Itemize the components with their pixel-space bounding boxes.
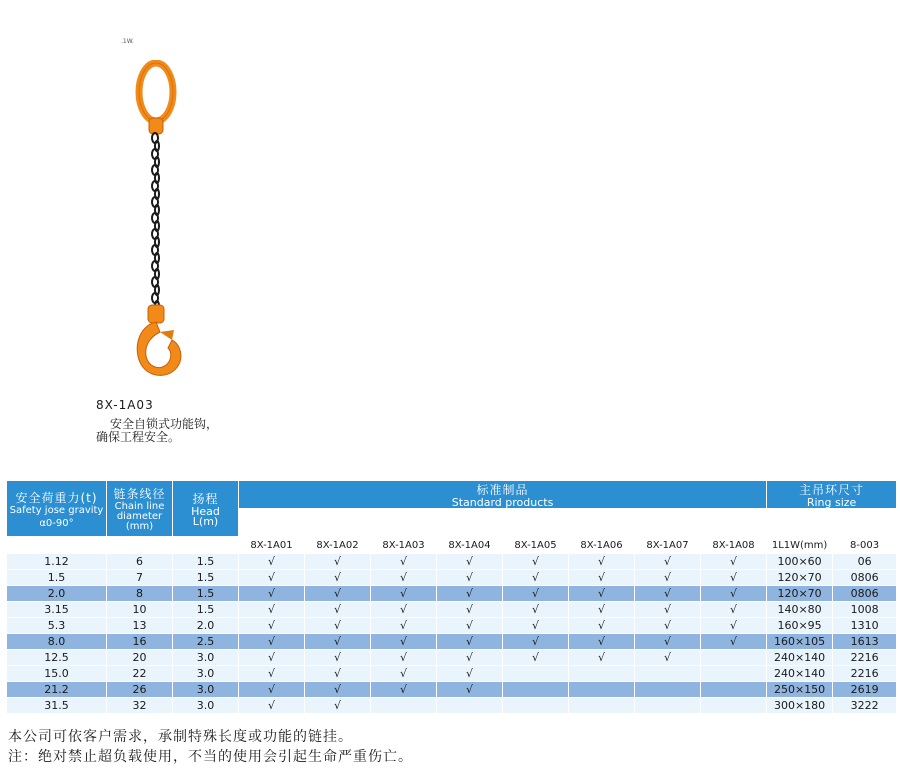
load-cell: 12.5 — [7, 650, 107, 666]
check-cell: √ — [503, 602, 569, 618]
check-cell: √ — [305, 682, 371, 698]
subheader-blank-3 — [173, 537, 239, 554]
subheader-blank-2 — [107, 537, 173, 554]
top-small-label: .1W. — [121, 38, 134, 45]
chain-diameter-cell: 7 — [107, 570, 173, 586]
product-code-header: 8X-1A08 — [701, 537, 767, 554]
table-row — [7, 570, 897, 586]
head-cell: 2.0 — [173, 618, 239, 634]
check-cell: √ — [305, 650, 371, 666]
check-cell: √ — [635, 554, 701, 570]
check-cell: √ — [371, 586, 437, 602]
check-cell — [503, 666, 569, 682]
chain-diameter-cell: 8 — [107, 586, 173, 602]
head-cell: 3.0 — [173, 650, 239, 666]
check-cell — [371, 698, 437, 714]
chain-sling-illustration — [128, 60, 188, 385]
ring-dimension-cell: 160×95 — [767, 618, 833, 634]
head-cell: 3.0 — [173, 682, 239, 698]
check-cell: √ — [305, 634, 371, 650]
ring-dimension-cell: 100×60 — [767, 554, 833, 570]
check-cell: √ — [239, 698, 305, 714]
head-cell: 2.5 — [173, 634, 239, 650]
ring-code-cell: 3222 — [833, 698, 897, 714]
check-cell: √ — [305, 618, 371, 634]
check-cell: √ — [239, 666, 305, 682]
check-cell: √ — [239, 570, 305, 586]
check-cell: √ — [635, 634, 701, 650]
check-cell: √ — [503, 554, 569, 570]
load-cell: 21.2 — [7, 682, 107, 698]
table-row — [7, 682, 897, 698]
check-cell: √ — [701, 570, 767, 586]
table-row — [7, 634, 897, 650]
check-cell: √ — [569, 650, 635, 666]
product-code-header: 8X-1A06 — [569, 537, 635, 554]
ring-code-cell: 1310 — [833, 618, 897, 634]
header-load: 安全荷重力(t) Safety jose gravity α0-90° — [7, 481, 107, 537]
check-cell — [569, 698, 635, 714]
load-cell: 1.12 — [7, 554, 107, 570]
check-cell: √ — [569, 602, 635, 618]
check-cell — [437, 698, 503, 714]
check-cell: √ — [305, 666, 371, 682]
table-row — [7, 602, 897, 618]
ring-code-cell: 1008 — [833, 602, 897, 618]
check-cell: √ — [305, 570, 371, 586]
ring-dimension-cell: 240×140 — [767, 650, 833, 666]
table-row — [7, 618, 897, 634]
ring-dimension-header: 1L1W(mm) — [767, 537, 833, 554]
check-cell: √ — [569, 570, 635, 586]
load-cell: 3.15 — [7, 602, 107, 618]
check-cell: √ — [437, 618, 503, 634]
load-cell: 8.0 — [7, 634, 107, 650]
load-cell: 31.5 — [7, 698, 107, 714]
chain-diameter-cell: 16 — [107, 634, 173, 650]
check-cell — [701, 682, 767, 698]
ring-dimension-cell: 120×70 — [767, 570, 833, 586]
check-cell — [503, 698, 569, 714]
check-cell: √ — [305, 586, 371, 602]
check-cell: √ — [239, 586, 305, 602]
check-cell: √ — [305, 602, 371, 618]
ring-dimension-cell: 250×150 — [767, 682, 833, 698]
check-cell: √ — [635, 618, 701, 634]
ring-dimension-cell: 120×70 — [767, 586, 833, 602]
ring-code-cell: 0806 — [833, 586, 897, 602]
ring-code-cell: 0806 — [833, 570, 897, 586]
header-head: 扬程 Head L(m) — [173, 481, 239, 537]
check-cell — [503, 682, 569, 698]
head-cell: 1.5 — [173, 554, 239, 570]
chain-diameter-cell: 20 — [107, 650, 173, 666]
check-cell: √ — [503, 586, 569, 602]
check-cell: √ — [701, 554, 767, 570]
check-cell: √ — [437, 666, 503, 682]
table-row — [7, 586, 897, 602]
check-cell: √ — [635, 602, 701, 618]
chain-diameter-cell: 32 — [107, 698, 173, 714]
product-description-line1: 安全自锁式功能钩， — [110, 417, 219, 431]
product-description-line2: 确保工程安全。 — [96, 430, 181, 444]
ring-code-cell: 06 — [833, 554, 897, 570]
header-chain-diameter: 链条线径 Chain line diameter (mm) — [107, 481, 173, 537]
load-cell: 5.3 — [7, 618, 107, 634]
check-cell: √ — [437, 650, 503, 666]
product-code-header: 8X-1A05 — [503, 537, 569, 554]
header-ring-size: 主吊环尺寸 Ring size — [767, 481, 897, 509]
check-cell: √ — [371, 602, 437, 618]
ring-dimension-cell: 240×140 — [767, 666, 833, 682]
check-cell: √ — [635, 586, 701, 602]
check-cell: √ — [569, 618, 635, 634]
check-cell: √ — [371, 570, 437, 586]
head-cell: 3.0 — [173, 698, 239, 714]
check-cell: √ — [503, 650, 569, 666]
check-cell: √ — [635, 570, 701, 586]
check-cell: √ — [239, 682, 305, 698]
check-cell: √ — [437, 634, 503, 650]
head-cell: 3.0 — [173, 666, 239, 682]
table-row — [7, 666, 897, 682]
product-code-header: 8X-1A01 — [239, 537, 305, 554]
header-standard-products: 标准制品 Standard products — [239, 481, 767, 509]
product-code: 8X-1A03 — [96, 398, 154, 412]
subheader-blank-1 — [7, 537, 107, 554]
chain-diameter-cell: 6 — [107, 554, 173, 570]
check-cell: √ — [305, 698, 371, 714]
check-cell: √ — [569, 586, 635, 602]
check-cell — [701, 666, 767, 682]
product-code-header: 8X-1A02 — [305, 537, 371, 554]
product-code-header: 8X-1A07 — [635, 537, 701, 554]
check-cell: √ — [503, 618, 569, 634]
head-cell: 1.5 — [173, 602, 239, 618]
ring-dimension-cell: 160×105 — [767, 634, 833, 650]
check-cell: √ — [569, 634, 635, 650]
check-cell: √ — [503, 570, 569, 586]
check-cell: √ — [437, 682, 503, 698]
check-cell: √ — [437, 570, 503, 586]
check-cell — [635, 682, 701, 698]
load-cell: 2.0 — [7, 586, 107, 602]
check-cell: √ — [371, 634, 437, 650]
table-row — [7, 554, 897, 570]
check-cell: √ — [239, 602, 305, 618]
check-cell — [635, 666, 701, 682]
check-cell: √ — [701, 602, 767, 618]
check-cell: √ — [701, 634, 767, 650]
check-cell: √ — [437, 554, 503, 570]
ring-code-cell: 2619 — [833, 682, 897, 698]
check-cell: √ — [701, 618, 767, 634]
check-cell: √ — [437, 586, 503, 602]
ring-dimension-cell: 140×80 — [767, 602, 833, 618]
chain-diameter-cell: 22 — [107, 666, 173, 682]
product-code-header: 8X-1A03 — [371, 537, 437, 554]
check-cell — [701, 650, 767, 666]
load-cell: 1.5 — [7, 570, 107, 586]
table-row — [7, 650, 897, 666]
product-code-header: 8X-1A04 — [437, 537, 503, 554]
check-cell: √ — [305, 554, 371, 570]
ring-code-cell: 1613 — [833, 634, 897, 650]
check-cell: √ — [371, 666, 437, 682]
check-cell — [635, 698, 701, 714]
check-cell: √ — [239, 618, 305, 634]
check-cell: √ — [437, 602, 503, 618]
check-cell: √ — [239, 634, 305, 650]
check-cell: √ — [635, 650, 701, 666]
check-cell — [569, 682, 635, 698]
check-cell — [569, 666, 635, 682]
check-cell: √ — [503, 634, 569, 650]
check-cell: √ — [371, 554, 437, 570]
check-cell: √ — [371, 618, 437, 634]
check-cell: √ — [371, 682, 437, 698]
check-cell: √ — [371, 650, 437, 666]
custom-order-note: 本公司可依客户需求，承制特殊长度或功能的链挂。 — [8, 729, 353, 745]
check-cell — [701, 698, 767, 714]
head-cell: 1.5 — [173, 570, 239, 586]
ring-code-cell: 2216 — [833, 666, 897, 682]
overload-warning-note: 注：绝对禁止超负载使用，不当的使用会引起生命严重伤亡。 — [8, 749, 413, 765]
table-row — [7, 698, 897, 714]
chain-diameter-cell: 10 — [107, 602, 173, 618]
ring-dimension-cell: 300×180 — [767, 698, 833, 714]
ring-code-header: 8-003 — [833, 537, 897, 554]
spec-table — [6, 480, 897, 714]
ring-code-cell: 2216 — [833, 650, 897, 666]
load-cell: 15.0 — [7, 666, 107, 682]
chain-diameter-cell: 26 — [107, 682, 173, 698]
head-cell: 1.5 — [173, 586, 239, 602]
check-cell: √ — [701, 586, 767, 602]
chain-diameter-cell: 13 — [107, 618, 173, 634]
check-cell: √ — [239, 650, 305, 666]
check-cell: √ — [239, 554, 305, 570]
check-cell: √ — [569, 554, 635, 570]
